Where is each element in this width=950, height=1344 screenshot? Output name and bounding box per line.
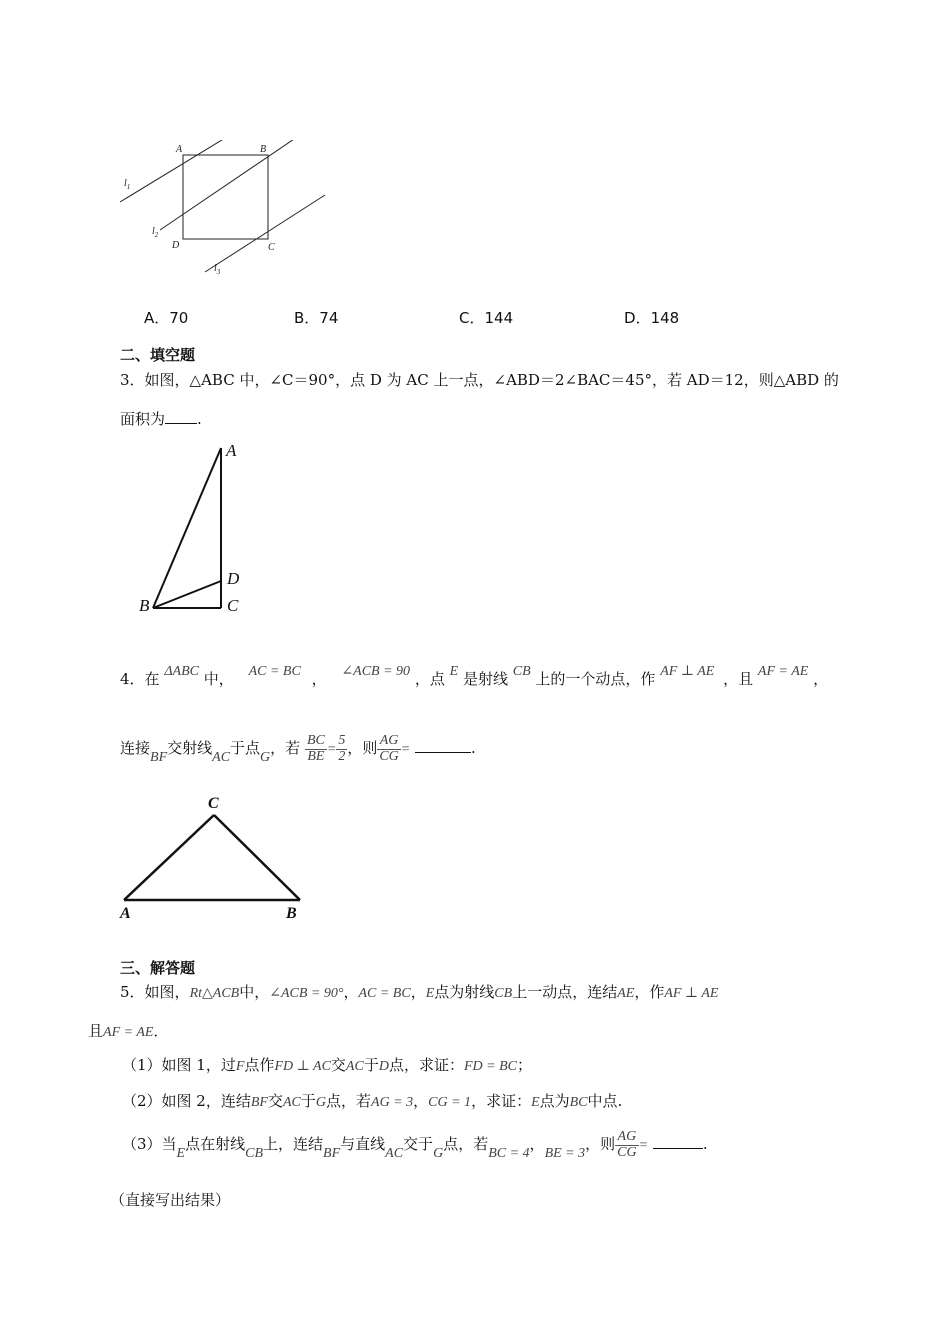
q5-line2: 且AF = AE． <box>88 1022 169 1040</box>
option-D: D．148 <box>624 309 680 327</box>
option-C: C．144 <box>459 309 514 327</box>
label-C: C <box>227 596 239 615</box>
q3-number: 3． <box>120 371 145 389</box>
label-l3: $l_3$ <box>214 263 221 276</box>
q4-fraction-ag-cg: $\frac{AG}{CG}$ <box>379 733 399 764</box>
q3-line1 <box>120 369 839 390</box>
q4-math-triangle: ΔABC <box>164 664 200 679</box>
q5-sub3: （3）当E点在射线CB上，连结BF与直线AC交于G点，若BC = 4，BE = 3，则 $\frac{AG}{CG}$ = . <box>122 1129 708 1162</box>
option-B: B．74 <box>294 309 339 327</box>
line-l3 <box>205 195 325 272</box>
q5-sub2: （2）如图 2，连结BF交AC于G点，若AG = 3，CG = 1，求证：E点为BC中点. <box>122 1092 623 1110</box>
label-A: A <box>120 905 131 922</box>
figure-right-triangle <box>130 436 260 621</box>
q4-line1: 4．在 ΔABC 中， AC = BC ， ∠ACB = 90 ，点 E 是射线 CB 上的一个动点，作 AF ⊥ AE ，且 AF = AE ， <box>120 664 829 688</box>
label-A: A <box>226 441 237 460</box>
figure-square-parallel-lines <box>110 140 340 290</box>
option-A: A．70 <box>144 309 189 327</box>
q5-answer-blank[interactable] <box>653 1147 703 1149</box>
label-B: B <box>286 905 297 922</box>
q4-fraction-5-2: $\frac{5}{2}$ <box>338 733 346 764</box>
q5-note: （直接写出结果） <box>110 1191 231 1209</box>
section-solve-title: 三、解答题 <box>120 959 196 977</box>
section-fill-in-title: 二、填空题 <box>120 346 196 364</box>
label-A: A <box>176 144 183 155</box>
q4-answer-blank[interactable] <box>415 751 471 753</box>
square-abcd <box>183 155 268 239</box>
q3-text: 如图，△ABC 中，∠C＝90°，点 D 为 AC 上一点，∠ABD＝2∠BAC＝45°，若 AD＝12，则△ABD 的 <box>144 371 839 389</box>
label-C: C <box>268 242 275 253</box>
label-D: D <box>227 569 240 588</box>
label-C: C <box>208 795 219 812</box>
q5-sub1: （1）如图 1，过F点作FD ⊥ AC交AC于D点，求证：FD = BC； <box>122 1056 532 1074</box>
label-B: B <box>260 144 267 155</box>
q4-fraction-bc-be: $\frac{BC}{BE}$ <box>306 733 325 764</box>
label-l2: $l_2$ <box>152 226 159 239</box>
figure-triangle-abc <box>110 790 320 925</box>
label-l1: $l_1$ <box>124 178 131 191</box>
q4-line2: 连接BF交射线AC于点G，若 $\frac{BC}{BE}$ = $\frac{5}{2}$ ，则 $\frac{AG}{CG}$ = . <box>120 733 476 766</box>
label-D: D <box>172 240 180 251</box>
q5-line1: 5．如图，Rt△ACB中，∠ACB = 90°，AC = BC，E点为射线CB上一动点，连结AE，作AF ⊥ AE <box>120 983 719 1001</box>
q5-fraction-ag-cg: $\frac{AG}{CG}$ <box>617 1129 637 1160</box>
q3-line2: 面积为 . <box>120 410 202 428</box>
q3-answer-blank[interactable] <box>165 422 197 424</box>
label-B: B <box>139 596 150 615</box>
